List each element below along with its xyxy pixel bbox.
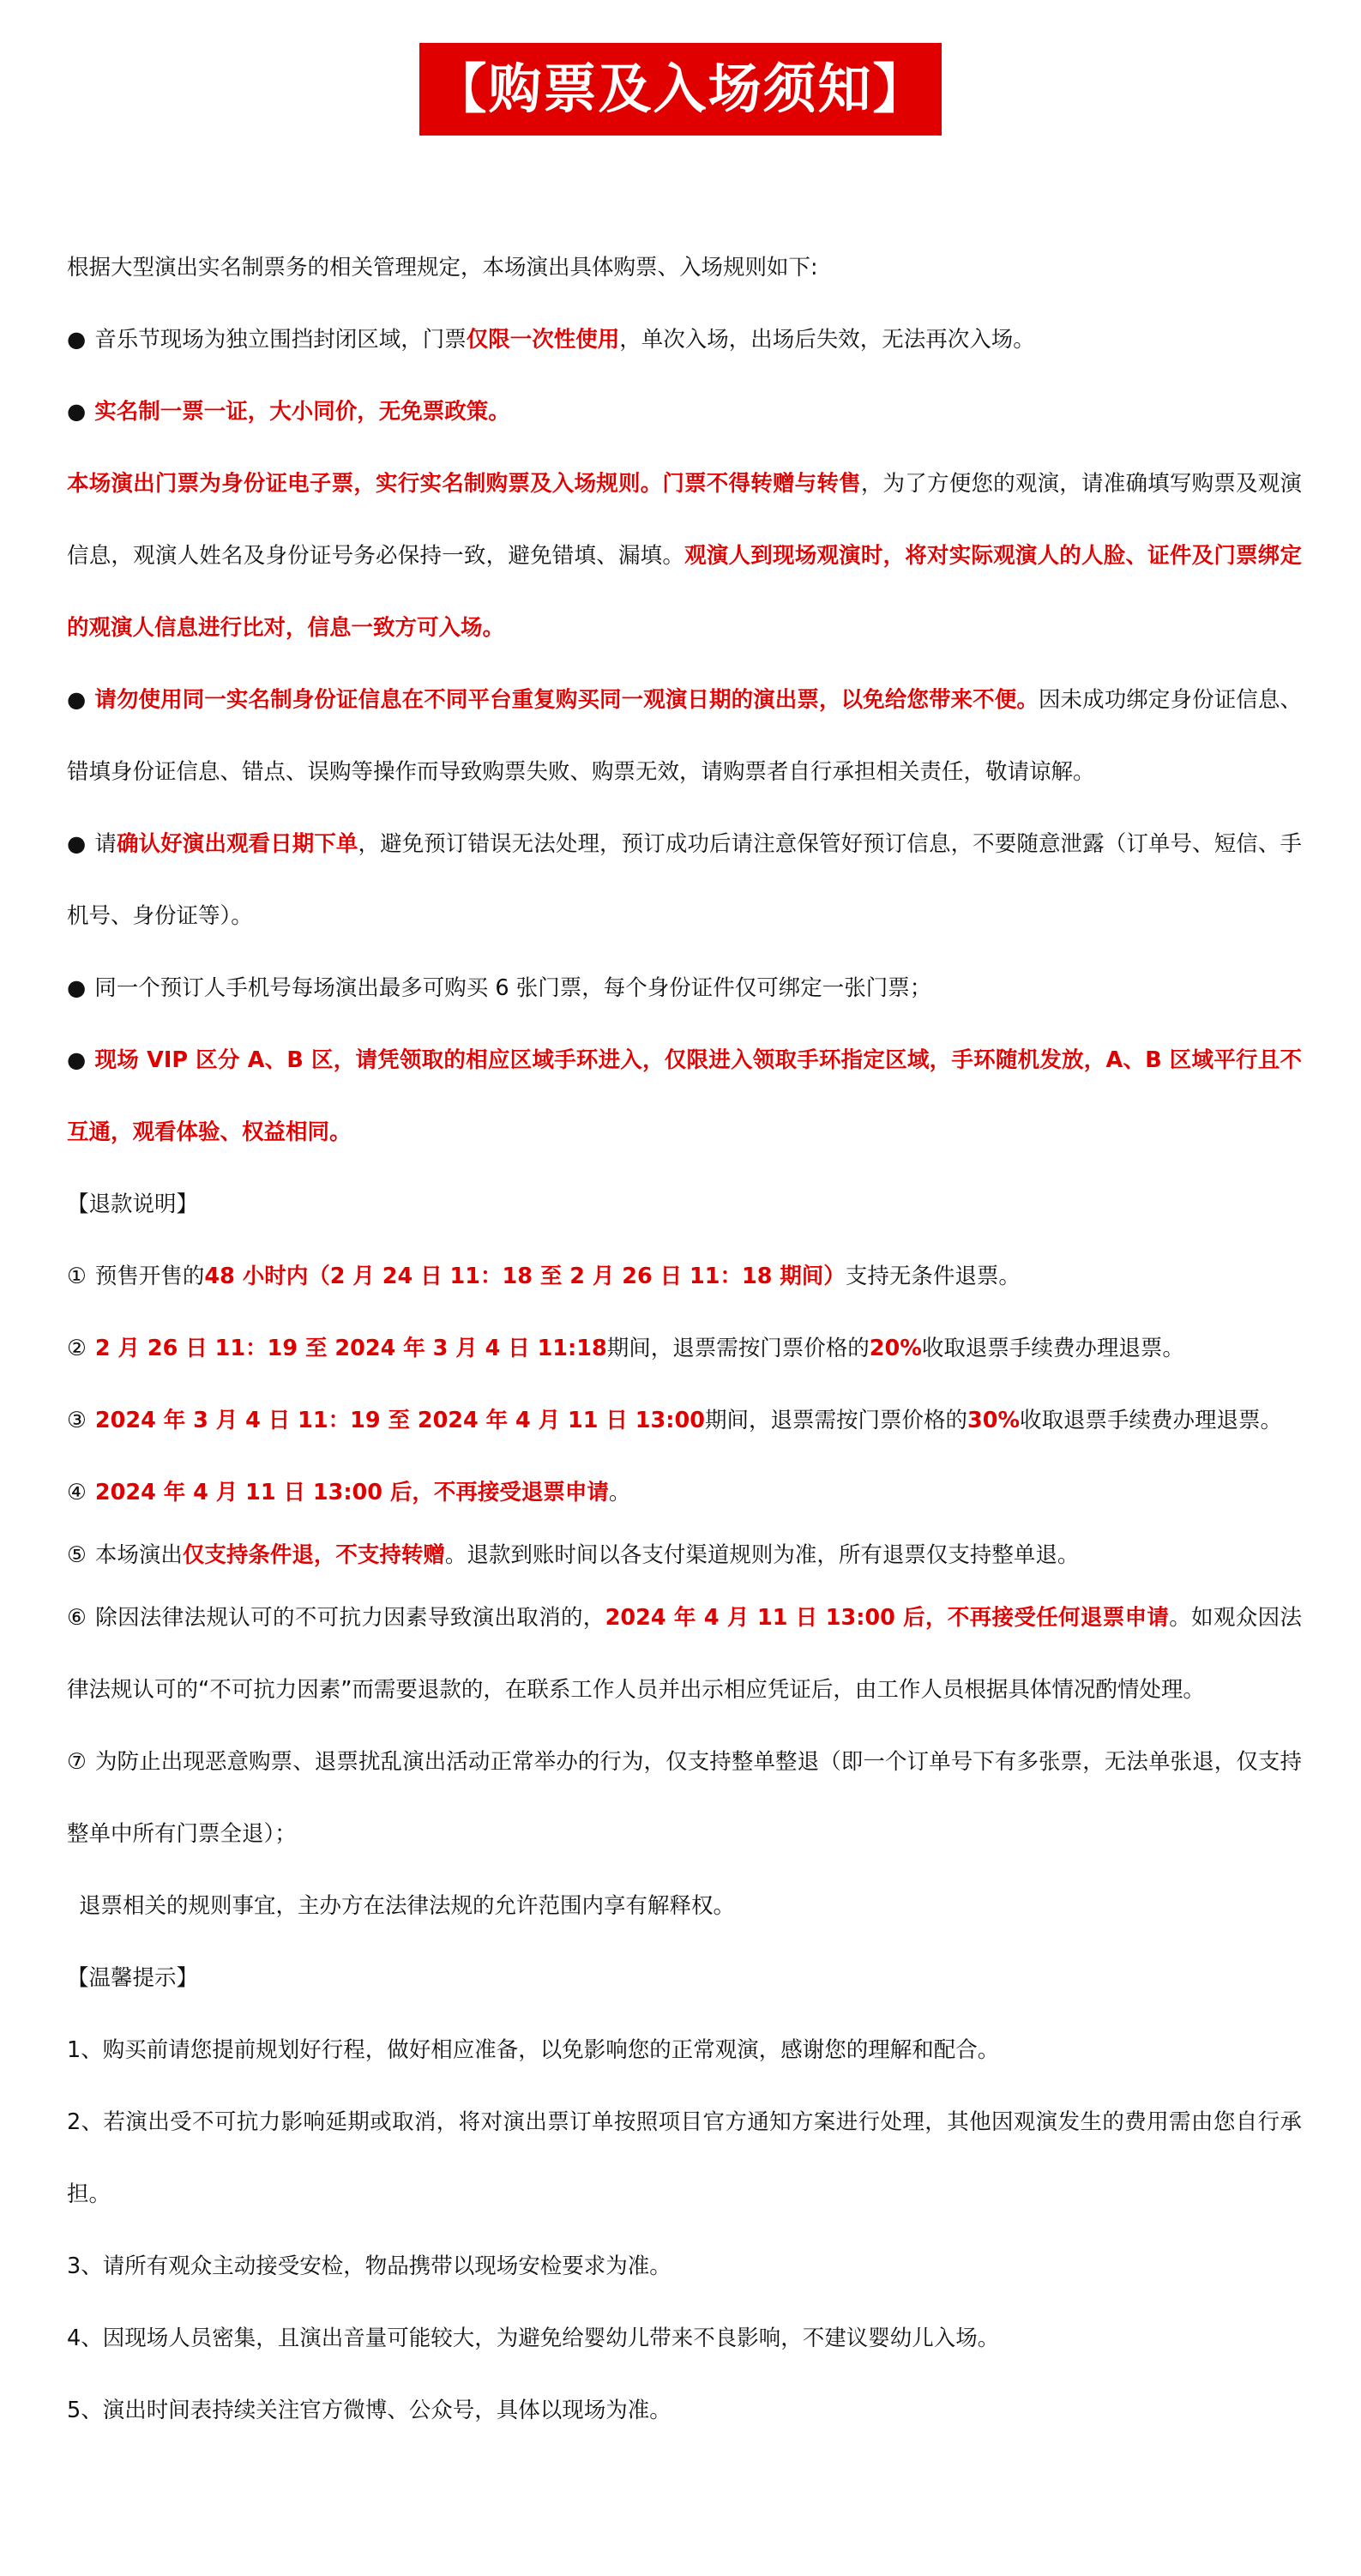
refund-note: 退票相关的规则事宜，主办方在法律法规的允许范围内享有解释权。 — [79, 1893, 736, 1919]
tips-heading: 【温馨提示】 — [67, 1965, 199, 1991]
bullet-icon: ● — [67, 975, 87, 1001]
tip-item: 4、因现场人员密集，且演出音量可能较大，为避免给婴幼儿带来不良影响，不建议婴幼儿入场。 — [67, 2326, 1000, 2351]
rule-item: ● 请确认好演出观看日期下单，避免预订错误无法处理，预订成功后请注意保管好预订信息，不要随意泄露（订单号、短信、手机号、身份证等）。 — [67, 831, 1302, 929]
refund-item: ⑥ 除因法律法规认可的不可抗力因素导致演出取消的，2024 年 4 月 11 日 13:00 后，不再接受任何退票申请。如观众因法律法规认可的“不可抗力因素”而需要退款的，在联系工作人员并出示相应凭证后，由工作人员根据具体情况酌情处理。 — [67, 1605, 1302, 1703]
refund-item: ② 2 月 26 日 11：19 至 2024 年 3 月 4 日 11:18期间，退票需按门票价格的20%收取退票手续费办理退票。 — [67, 1336, 1184, 1361]
page-title: 【购票及入场须知】 — [419, 43, 941, 136]
rule-item: ● 实名制一票一证，大小同价，无免票政策。 — [67, 399, 510, 425]
tip-item: 1、购买前请您提前规划好行程，做好相应准备，以免影响您的正常观演，感谢您的理解和配合。 — [67, 2037, 1000, 2063]
rule-paragraph: 本场演出门票为身份证电子票，实行实名制购票及入场规则。门票不得转赠与转售，为了方便您的观演，请准确填写购票及观演信息，观演人姓名及身份证号务必保持一致，避免错填、漏填。观演人到现场观演时，将对实际观演人的人脸、证件及门票绑定的观演人信息进行比对，信息一致方可入场。 — [67, 471, 1302, 641]
refund-item: ④ 2024 年 4 月 11 日 13:00 后，不再接受退票申请。 — [67, 1480, 631, 1505]
bullet-icon: ● — [67, 327, 87, 353]
bullet-icon: ● — [67, 831, 87, 857]
refund-item: ③ 2024 年 3 月 4 日 11：19 至 2024 年 4 月 11 日 13:00期间，退票需按门票价格的30%收取退票手续费办理退票。 — [67, 1408, 1283, 1433]
tip-item: 5、演出时间表持续关注官方微博、公众号，具体以现场为准。 — [67, 2398, 671, 2423]
rule-item: ● 请勿使用同一实名制身份证信息在不同平台重复购买同一观演日期的演出票，以免给您带来不便。因未成功绑定身份证信息、错填身份证信息、错点、误购等操作而导致购票失败、购票无效，请购票者自行承担相关责任，敬请谅解。 — [67, 687, 1302, 785]
intro-text: 根据大型演出实名制票务的相关管理规定，本场演出具体购票、入场规则如下: — [67, 255, 818, 281]
rule-item: ● 同一个预订人手机号每场演出最多可购买 6 张门票，每个身份证件仅可绑定一张门票； — [67, 975, 932, 1001]
tip-item: 3、请所有观众主动接受安检，物品携带以现场安检要求为准。 — [67, 2253, 671, 2279]
refund-item: ⑤ 本场演出仅支持条件退，不支持转赠。退款到账时间以各支付渠道规则为准，所有退票仅支持整单退。 — [67, 1542, 1080, 1568]
notice-content — [67, 232, 1302, 2446]
bullet-icon: ● — [67, 1047, 87, 1073]
tip-item: 2、若演出受不可抗力影响延期或取消，将对演出票订单按照项目官方通知方案进行处理，其他因观演发生的费用需由您自行承担。 — [67, 2109, 1302, 2207]
refund-item: ① 预售开售的48 小时内（2 月 24 日 11：18 至 2 月 26 日 11：18 期间）支持无条件退票。 — [67, 1264, 1021, 1289]
title-banner — [0, 43, 1361, 136]
refund-heading: 【退款说明】 — [67, 1191, 199, 1217]
bullet-icon: ● — [67, 399, 87, 425]
rule-item: ● 音乐节现场为独立围挡封闭区域，门票仅限一次性使用，单次入场，出场后失效，无法再次入场。 — [67, 327, 1035, 353]
refund-item: ⑦ 为防止出现恶意购票、退票扰乱演出活动正常举办的行为，仅支持整单整退（即一个订单号下有多张票，无法单张退，仅支持整单中所有门票全退）； — [67, 1749, 1302, 1847]
rule-item: ● 现场 VIP 区分 A、B 区，请凭领取的相应区域手环进入，仅限进入领取手环指定区域，手环随机发放，A、B 区域平行且不互通，观看体验、权益相同。 — [67, 1047, 1302, 1145]
bullet-icon: ● — [67, 687, 87, 713]
